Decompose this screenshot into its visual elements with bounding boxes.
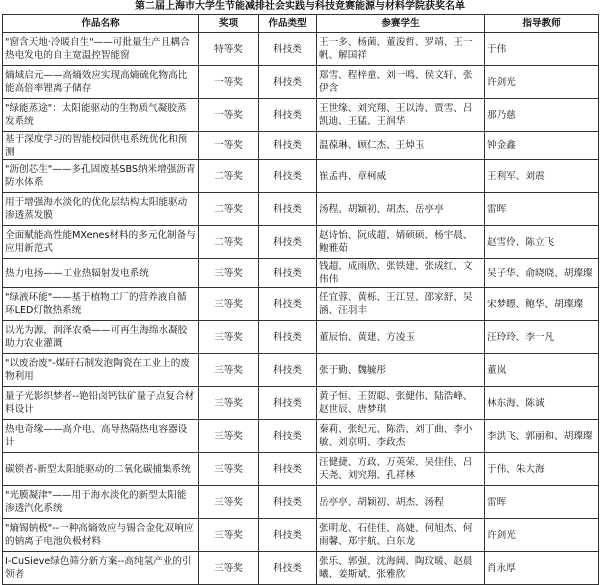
table-row — [3, 33, 599, 66]
cell-students: 张于勤、魏毓彤 — [317, 354, 485, 387]
cell-work-type: 科技类 — [259, 354, 317, 387]
cell-work-type: 科技类 — [259, 132, 317, 160]
cell-students: 汪健捷、方政、万英荣、吴佳佳、吕天尧、刘究翔、孔祥林 — [317, 453, 485, 486]
cell-work-type: 科技类 — [259, 288, 317, 321]
cell-work-type: 科技类 — [259, 486, 317, 519]
cell-work-name: "沥创芯生"——多孔固废基SBS纳米增强沥青防水体系 — [3, 160, 199, 193]
cell-teacher: 雷晖 — [485, 486, 599, 519]
cell-work-name: I-CuSieve绿色筛分新方案--高纯氢产业的引领者 — [3, 552, 199, 585]
cell-award: 一等奖 — [199, 132, 259, 160]
cell-students: 秦莉、张纪元、陈浩、刘丁曲、李小敏、刘京明、李政杰 — [317, 420, 485, 453]
table-row — [3, 66, 599, 99]
table-row — [3, 132, 599, 160]
cell-teacher: 钟金鑫 — [485, 132, 599, 160]
table-row — [3, 519, 599, 552]
cell-teacher: 王利军、刘震 — [485, 160, 599, 193]
table-row — [3, 354, 599, 387]
cell-students: 张明龙、石佳佳、高婕、何旭杰、何雨馨、郑宇航、白东龙 — [317, 519, 485, 552]
cell-teacher: 宋梦瞟、鲍华、胡璨璨 — [485, 288, 599, 321]
cell-work-type: 科技类 — [259, 33, 317, 66]
cell-teacher: 董岚 — [485, 354, 599, 387]
cell-award: 三等奖 — [199, 519, 259, 552]
cell-award: 三等奖 — [199, 259, 259, 288]
table-row — [3, 321, 599, 354]
cell-work-name: "绿液环能"——基于植物工厂的营养液自循环LED灯散热系统 — [3, 288, 199, 321]
cell-work-type: 科技类 — [259, 387, 317, 420]
cell-students: 赵诗怡、阮成超、婧硕硕、杨宇晨、鲍雅茹 — [317, 226, 485, 259]
table-row — [3, 226, 599, 259]
table-row — [3, 193, 599, 226]
cell-work-name: 碳锁者-新型太阳能驱动的二氧化碳捕集系统 — [3, 453, 199, 486]
cell-students: 崔孟冉、章柯威 — [317, 160, 485, 193]
cell-work-name: 熵域启元——高熵效应实现高熵硫化物高比能高倍率锂离子储存 — [3, 66, 199, 99]
cell-work-name: 热电奇缘——高介电、高导热隔热电容器设计 — [3, 420, 199, 453]
cell-work-name: 全面赋能高性能MXenes材料的多元化制备与应用新范式 — [3, 226, 199, 259]
cell-award: 三等奖 — [199, 420, 259, 453]
cell-students: 温葆琳、顾仁杰、王焯玉 — [317, 132, 485, 160]
header-teacher: 指导教师 — [485, 15, 599, 33]
cell-teacher: 雷晖 — [485, 193, 599, 226]
cell-teacher: 李洪飞、郭丽和、胡璨璨 — [485, 420, 599, 453]
cell-students: 董辰怡、黄建、方凌玉 — [317, 321, 485, 354]
cell-teacher: 那乃慈 — [485, 99, 599, 132]
cell-work-type: 科技类 — [259, 226, 317, 259]
cell-work-type: 科技类 — [259, 99, 317, 132]
cell-teacher: 肖永厚 — [485, 552, 599, 585]
cell-teacher: 许剑光 — [485, 519, 599, 552]
table-body — [3, 33, 599, 585]
table-row — [3, 99, 599, 132]
table-row — [3, 453, 599, 486]
cell-work-name: 以光为源，润泽农桑——可再生海绵水凝胶助力农业灌溉 — [3, 321, 199, 354]
cell-teacher: 于伟 — [485, 33, 599, 66]
table-row — [3, 552, 599, 585]
cell-students: 岳亭亭、胡颖初、胡杰、汤程 — [317, 486, 485, 519]
header-award: 奖项 — [199, 15, 259, 33]
cell-teacher: 许剑光 — [485, 66, 599, 99]
table-header-row — [3, 15, 599, 33]
cell-work-type: 科技类 — [259, 193, 317, 226]
cell-award: 三等奖 — [199, 321, 259, 354]
cell-teacher: 汪玲玲、李一凡 — [485, 321, 599, 354]
award-table — [2, 14, 599, 585]
cell-work-name: "绿能蒸途"：太阳能驱动的生物质气凝胶蒸发系统 — [3, 99, 199, 132]
cell-work-type: 科技类 — [259, 160, 317, 193]
cell-students: 钱超、成雨欣、张铁建、张成红、文伟伟 — [317, 259, 485, 288]
cell-students: 汤程、胡颖初、胡杰、岳亭亭 — [317, 193, 485, 226]
cell-work-type: 科技类 — [259, 321, 317, 354]
cell-award: 二等奖 — [199, 226, 259, 259]
table-row — [3, 259, 599, 288]
cell-award: 二等奖 — [199, 193, 259, 226]
header-students: 参赛学生 — [317, 15, 485, 33]
table-row — [3, 387, 599, 420]
cell-award: 二等奖 — [199, 160, 259, 193]
cell-award: 三等奖 — [199, 288, 259, 321]
cell-students: 郑雪、程梓童、刘一鸣、侯文轩、张伊含 — [317, 66, 485, 99]
cell-work-name: "以废治废"-煤矸石制发泡陶瓷在工业上的废物利用 — [3, 354, 199, 387]
cell-work-name: 用于增强海水淡化的优化层结构太阳能驱动渗透蒸发膜 — [3, 193, 199, 226]
cell-teacher: 于伟、朱大海 — [485, 453, 599, 486]
cell-award: 三等奖 — [199, 552, 259, 585]
cell-award: 三等奖 — [199, 354, 259, 387]
table-row — [3, 160, 599, 193]
cell-work-type: 科技类 — [259, 453, 317, 486]
table-row — [3, 288, 599, 321]
cell-award: 三等奖 — [199, 387, 259, 420]
cell-award: 三等奖 — [199, 453, 259, 486]
cell-work-type: 科技类 — [259, 66, 317, 99]
cell-work-name: "熵锡钠极"--一种高熵效应与锡合金化双响应的钠离子电池负极材料 — [3, 519, 199, 552]
cell-teacher: 赵雪伶、陈立飞 — [485, 226, 599, 259]
cell-teacher: 林东海、陈诚 — [485, 387, 599, 420]
cell-work-name: 热力电扬——工业热辐射发电系统 — [3, 259, 199, 288]
header-work-name: 作品名称 — [3, 15, 199, 33]
cell-students: 王世缘、刘究翔、王以涛、贾雪、吕凯迪、王猛、王润华 — [317, 99, 485, 132]
cell-work-type: 科技类 — [259, 519, 317, 552]
cell-students: 黄子恒、王贺聪、张健伟、陆浩峰、赵世辰、唐梦琪 — [317, 387, 485, 420]
cell-work-type: 科技类 — [259, 552, 317, 585]
cell-award: 特等奖 — [199, 33, 259, 66]
cell-students: 王一多、杨菌、董浚哲、罗靖、王一帆、解国祥 — [317, 33, 485, 66]
cell-teacher: 吴子华、俞晓晓、胡璨璨 — [485, 259, 599, 288]
page-title: 第二届上海市大学生节能减排社会实践与科技竞赛能源与材料学院获奖名单 — [135, 1, 465, 12]
cell-students: 任宜蓉、黄栎、王江昱、邵家舒、吴涵、汪羽丰 — [317, 288, 485, 321]
cell-award: 一等奖 — [199, 66, 259, 99]
cell-work-name: 量子光影织梦者--铯铅卤钙钛矿量子点复合材料设计 — [3, 387, 199, 420]
table-row — [3, 486, 599, 519]
cell-award: 三等奖 — [199, 486, 259, 519]
cell-award: 一等奖 — [199, 99, 259, 132]
cell-work-type: 科技类 — [259, 420, 317, 453]
cell-students: 张乐、郭强、沈海阔、陶玟暖、赵晨曦、姜斯斌、张雅欣 — [317, 552, 485, 585]
cell-work-type: 科技类 — [259, 259, 317, 288]
header-work-type: 作品类型 — [259, 15, 317, 33]
table-row — [3, 420, 599, 453]
cell-work-name: 基于深度学习的智能校园供电系统优化和预测 — [3, 132, 199, 160]
cell-work-name: "光膜凝津"——用于海水淡化的新型太阳能渗透汽化系统 — [3, 486, 199, 519]
cell-work-name: "窗含天地·冷暖自生"——可批量生产且耦合热电发电的自主宽温控智能窗 — [3, 33, 199, 66]
